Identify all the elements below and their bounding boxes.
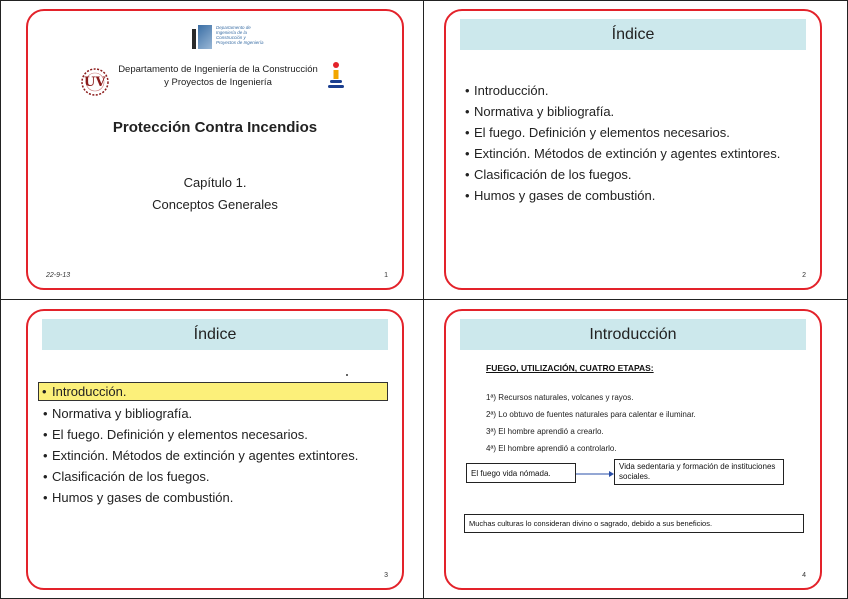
list-item: • El fuego. Definición y elementos necesarios.: [40, 426, 390, 443]
slide-4: [444, 309, 822, 590]
list-item: • Clasificación de los fuegos.: [40, 468, 390, 485]
list-item-highlighted: • Introducción.: [38, 382, 388, 401]
cultures-note-box: Muchas culturas lo consideran divino o sagrado, debido a sus beneficios.: [464, 514, 804, 533]
slide-page-number: 3: [384, 572, 388, 579]
slide-page-number: 2: [802, 272, 806, 279]
slide-title: Índice: [460, 19, 806, 50]
list-item: • Normativa y bibliografía.: [462, 103, 812, 120]
ia-department-logo-icon: [190, 23, 214, 53]
list-item: • Humos y gases de combustión.: [40, 489, 390, 506]
section-heading: FUEGO, UTILIZACIÓN, CUATRO ETAPAS:: [486, 363, 654, 373]
stages-list: [486, 389, 696, 457]
chapter-name: Conceptos Generales: [152, 197, 278, 212]
index-list: [40, 382, 390, 510]
slide-page-number: 4: [802, 572, 806, 579]
list-item: • Extinción. Métodos de extinción y agentes extintores.: [40, 447, 390, 464]
arrow-right-icon: [576, 471, 614, 477]
list-item: • Clasificación de los fuegos.: [462, 166, 812, 183]
slide-page-number: 1: [384, 272, 388, 279]
stage-item: 2ª) Lo obtuvo de fuentes naturales para calentar e iluminar.: [486, 410, 696, 419]
page-divider-horizontal: [0, 299, 848, 300]
slide-title: Introducción: [460, 319, 806, 350]
stage-item: 1ª) Recursos naturales, volcanes y rayos.: [486, 393, 634, 402]
slide-2: [444, 9, 822, 290]
stage-item: 4ª) El hombre aprendió a controlarlo.: [486, 444, 617, 453]
department-name: Departamento de Ingeniería de la Construcción y Proyectos de Ingeniería: [118, 64, 318, 88]
list-item: • Extinción. Métodos de extinción y agentes extintores.: [462, 145, 812, 162]
ia-logo-caption: Departamento de Ingeniería de la Construcción y Proyectos de Ingeniería: [216, 25, 264, 45]
sedentary-life-box: Vida sedentaria y formación de instituciones sociales.: [614, 459, 784, 485]
nomadic-life-box: El fuego vida nómada.: [466, 463, 576, 483]
university-seal-monogram: UV: [84, 75, 106, 90]
list-item: • El fuego. Definición y elementos necesarios.: [462, 124, 812, 141]
stage-item: 3ª) El hombre aprendió a crearlo.: [486, 427, 604, 436]
slide-subtitle: [28, 172, 402, 216]
stray-dot: [346, 374, 348, 376]
slide-date: 22-9-13: [46, 272, 71, 279]
slide-title: Índice: [42, 319, 388, 350]
slide-title: Protección Contra Incendios: [112, 119, 318, 136]
index-list: [462, 82, 812, 208]
list-item: • Humos y gases de combustión.: [462, 187, 812, 204]
list-item: • Normativa y bibliografía.: [40, 405, 390, 422]
chapter-label: Capítulo 1.: [183, 175, 247, 190]
list-item: • Introducción.: [462, 82, 812, 99]
slide-1: [26, 9, 404, 290]
person-logo-icon: [326, 61, 346, 91]
slide-3: [26, 309, 404, 590]
